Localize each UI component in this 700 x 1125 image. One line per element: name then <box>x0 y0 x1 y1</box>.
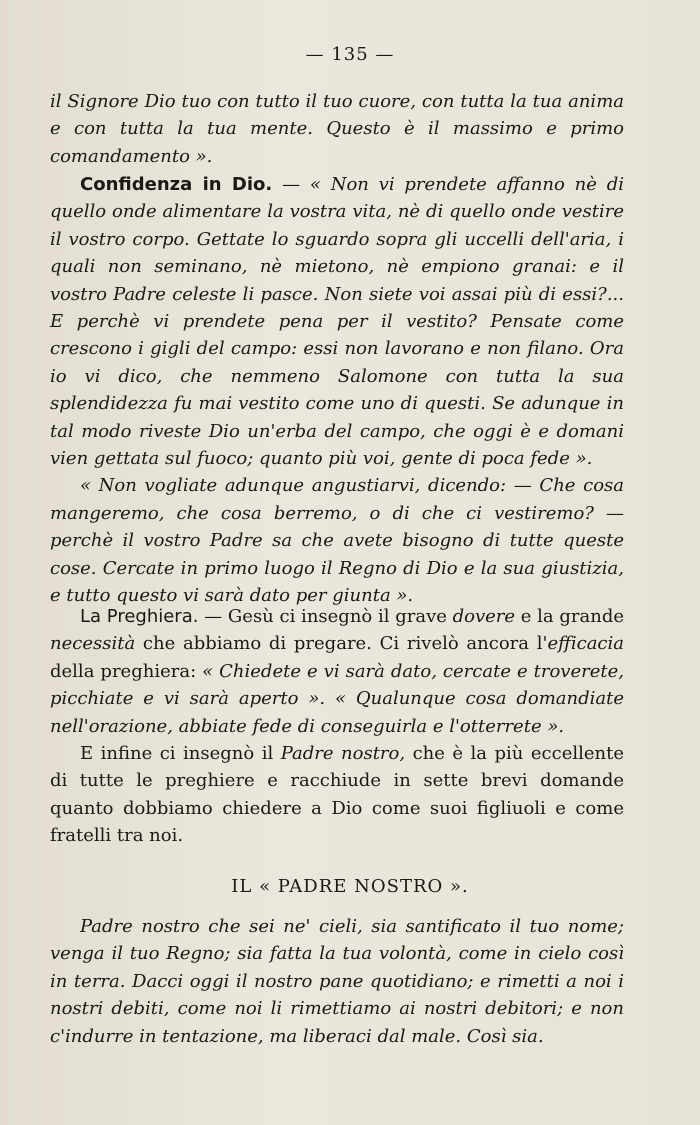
commandment-text: il Signore Dio tuo con tutto il tuo cuore, con tutta la tua anima e con tutta la tua mente. Questo è il massimo e primo comandamento ». <box>50 91 624 167</box>
confidenza-heading: Confidenza in Dio. <box>80 174 273 195</box>
paragraph-confidenza <box>50 171 624 610</box>
paragraph-prayer <box>50 913 624 1050</box>
intro-text-1: E infine ci insegnò il <box>80 743 281 765</box>
padre-nostro-word: Padre nostro, <box>280 743 406 765</box>
confidenza-dash: — <box>272 174 310 195</box>
preghiera-heading: La Preghiera. <box>80 606 199 627</box>
preghiera-text-1: — Gesù ci insegnò il grave <box>198 606 453 627</box>
page-number: — 135 — <box>305 44 395 65</box>
intro-text-2: che è la più eccellente di tutte le preghiere e racchiude in sette brevi domande quanto dobbiamo chiedere a Dio come suoi figliuoli e come fratelli tra noi. <box>50 743 624 847</box>
padre-nostro-intro <box>50 740 624 850</box>
preghiera-text-4: della preghiera: <box>50 660 203 682</box>
preghiera-quote: « Chiedete e vi sarà dato, cercate e troverete, picchiate e vi sarà aperto ». « Qualunque cosa domandiate nell'orazione, abbiate fede di conseguirla e l'otterrete ». <box>50 660 624 737</box>
prayer-text: Padre nostro che sei ne' cieli, sia santificato il tuo nome; venga il tuo Regno; sia fatta la tua volontà, come in cielo così in terra. Dacci oggi il nostro pane quotidiano; e rimetti a noi i nostri debiti, come noi li rimettiamo ai nostri debitori; e non c'indurre in tentazione, ma liberaci dal male. Così sia. <box>50 916 624 1047</box>
paragraph-preghiera <box>50 603 624 850</box>
necessita-word: necessità <box>50 633 136 655</box>
preghiera-paragraph <box>50 603 624 740</box>
angustiarvi-text: « Non vogliate adunque angustiarvi, dicendo: — Che cosa mangeremo, che cosa berremo, o di che ci vestiremo? — perchè il vostro Padre sa che avete bisogno di tutte queste cose. Cercate in primo luogo il Regno di Dio e la sua giustizia, e tutto questo vi sarà dato per giunta ». <box>50 475 624 607</box>
efficacia-word: efficacia <box>547 633 624 655</box>
dovere-word: dovere <box>452 606 516 627</box>
confidenza-paragraph <box>50 171 624 472</box>
preghiera-text-2: e la grande <box>515 606 624 627</box>
confidenza-text: « Non vi prendete affanno nè di quello onde alimentare la vostra vita, nè di quello onde vestire il vostro corpo. Gettate lo sguardo sopra gli uccelli dell'aria, i quali non seminano, nè mietono, nè empiono granai: e il vostro Padre celeste li pasce. Non siete voi assai più di essi?... E perchè vi prendete pena per il vestito? Pensate come crescono i gigli del campo: essi non lavorano e non filano. Ora io vi dico, che nemmeno Salomone con tutta la sua splendidezza fu mai vestito come uno di questi. Se adunque in tal modo riveste Dio un'erba del campo, che oggi è e domani vien gettata sul fuoco; quanto più voi, gente di poca fede ». <box>50 174 624 470</box>
preghiera-text-3: che abbiamo di pregare. Ci rivelò ancora l' <box>135 633 548 655</box>
section-title: IL « PADRE NOSTRO ». <box>231 876 469 897</box>
paragraph-commandment <box>50 88 624 170</box>
